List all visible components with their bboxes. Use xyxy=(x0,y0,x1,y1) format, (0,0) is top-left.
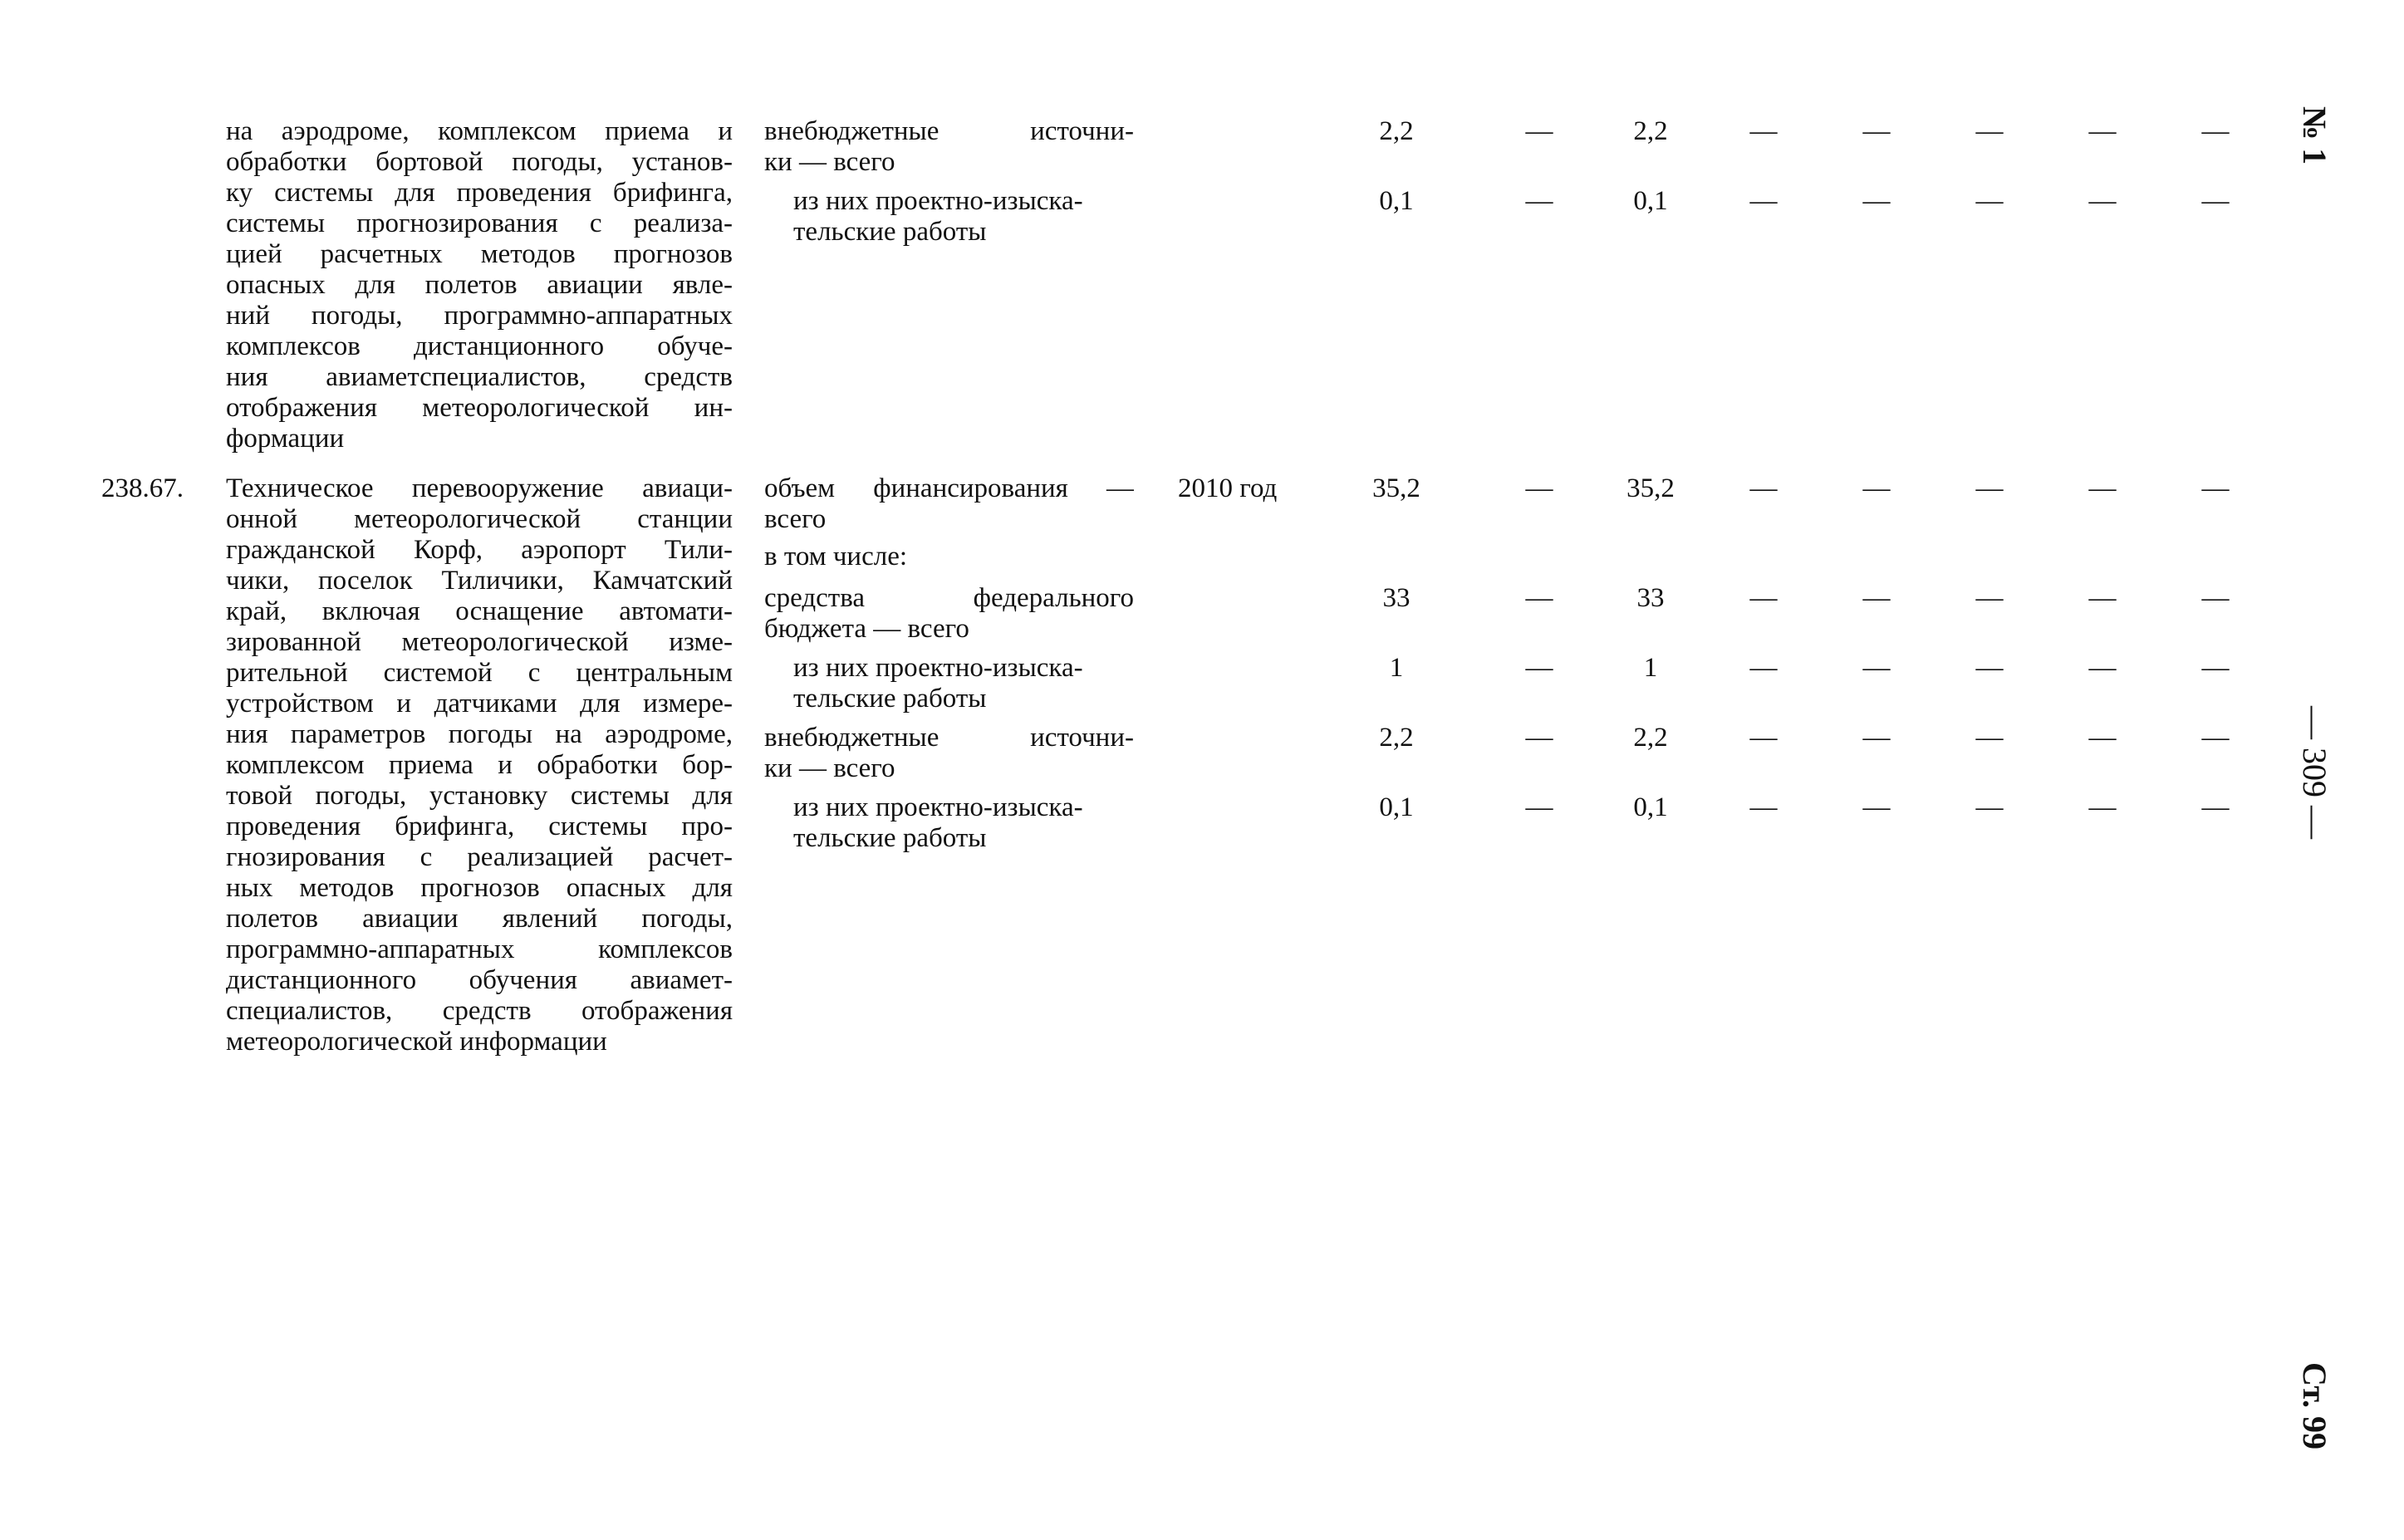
value-cell: — xyxy=(1975,186,2004,216)
description-line: опасных для полетов авиации явле- xyxy=(226,270,733,300)
source-line: тельские работы xyxy=(793,823,987,853)
source-label xyxy=(764,583,1134,645)
value-cell: — xyxy=(1525,583,1553,613)
description-line: цией расчетных методов прогнозов xyxy=(226,239,733,269)
row-1-description xyxy=(226,116,733,454)
value-cell: 2,2 xyxy=(1379,116,1414,146)
value-cell: — xyxy=(1525,653,1553,683)
value-cell: — xyxy=(2088,723,2117,753)
source-label xyxy=(793,186,1134,248)
row-number: 238.67. xyxy=(101,473,184,503)
source-line: внебюджетные источни- xyxy=(764,116,1134,146)
source-label xyxy=(764,473,1134,535)
value-cell: — xyxy=(1749,186,1778,216)
value-cell: 0,1 xyxy=(1379,186,1414,216)
value-cell: — xyxy=(1975,116,2004,146)
description-line: дистанционного обучения авиамет- xyxy=(226,965,733,995)
description-line: чики, поселок Тиличики, Камчатский xyxy=(226,566,733,596)
description-line: ния авиаметспециалистов, средств xyxy=(226,362,733,392)
description-line: рительной системой с центральным xyxy=(226,658,733,688)
description-line: комплексом приема и обработки бор- xyxy=(226,750,733,780)
source-line: бюджета — всего xyxy=(764,614,969,644)
description-line: комплексов дистанционного обуче- xyxy=(226,331,733,361)
description-line: метеорологической информации xyxy=(226,1027,607,1057)
value-cell: 1 xyxy=(1643,653,1658,683)
value-cell: — xyxy=(1975,583,2004,613)
source-label: в том числе: xyxy=(764,542,908,571)
value-cell: — xyxy=(1862,792,1891,822)
source-line: из них проектно-изыска- xyxy=(793,792,1083,822)
value-cell: 1 xyxy=(1389,653,1404,683)
source-line: ки — всего xyxy=(764,147,895,177)
description-line: ных методов прогнозов опасных для xyxy=(226,873,733,903)
value-cell: 33 xyxy=(1382,583,1411,613)
value-cell: — xyxy=(2201,186,2230,216)
source-label xyxy=(764,723,1134,784)
description-line: обработки бортовой погоды, установ- xyxy=(226,147,733,177)
value-cell: — xyxy=(1525,473,1553,503)
description-line: устройством и датчиками для измере- xyxy=(226,689,733,719)
value-cell: 0,1 xyxy=(1379,792,1414,822)
value-cell: — xyxy=(1862,583,1891,613)
value-cell: — xyxy=(1862,653,1891,683)
value-cell: — xyxy=(1525,792,1553,822)
source-line: тельские работы xyxy=(793,684,987,714)
source-label xyxy=(793,653,1134,714)
value-cell: — xyxy=(2088,186,2117,216)
description-line: ку системы для проведения брифинга, xyxy=(226,178,733,208)
description-line: онной метеорологической станции xyxy=(226,504,733,534)
description-line: ния параметров погоды на аэродроме, xyxy=(226,719,733,749)
description-line: зированной метеорологической изме- xyxy=(226,627,733,657)
year-cell: 2010 год xyxy=(1178,473,1278,503)
value-cell: — xyxy=(1525,186,1553,216)
description-line: формации xyxy=(226,424,345,454)
value-cell: — xyxy=(1975,792,2004,822)
description-line: проведения брифинга, системы про- xyxy=(226,812,733,841)
value-cell: — xyxy=(2201,116,2230,146)
value-cell: — xyxy=(2201,583,2230,613)
value-cell: — xyxy=(1525,723,1553,753)
source-label xyxy=(793,792,1134,854)
description-line: гнозирования с реализацией расчет- xyxy=(226,842,733,872)
value-cell: — xyxy=(1975,723,2004,753)
source-line: ки — всего xyxy=(764,753,895,783)
description-line: полетов авиации явлений погоды, xyxy=(226,904,733,934)
value-cell: — xyxy=(2088,653,2117,683)
value-cell: 2,2 xyxy=(1633,116,1668,146)
value-cell: — xyxy=(2201,473,2230,503)
value-cell: — xyxy=(2201,792,2230,822)
value-cell: 0,1 xyxy=(1633,186,1668,216)
value-cell: — xyxy=(1749,116,1778,146)
value-cell: 2,2 xyxy=(1379,723,1414,753)
value-cell: — xyxy=(2088,583,2117,613)
description-line: гражданской Корф, аэропорт Тили- xyxy=(226,535,733,565)
value-cell: — xyxy=(2201,653,2230,683)
value-cell: — xyxy=(1525,116,1553,146)
source-line: тельские работы xyxy=(793,217,987,247)
value-cell: 2,2 xyxy=(1633,723,1668,753)
value-cell: 0,1 xyxy=(1633,792,1668,822)
description-line: отображения метеорологической ин- xyxy=(226,393,733,423)
value-cell: — xyxy=(1749,723,1778,753)
source-label xyxy=(764,116,1134,178)
description-line: специалистов, средств отображения xyxy=(226,996,733,1026)
value-cell: — xyxy=(1862,723,1891,753)
value-cell: — xyxy=(2088,473,2117,503)
value-cell: — xyxy=(1749,792,1778,822)
value-cell: — xyxy=(1862,473,1891,503)
value-cell: — xyxy=(2201,723,2230,753)
source-line: всего xyxy=(764,504,827,534)
issue-number: № 1 xyxy=(2296,106,2333,165)
source-line: объем финансирования — xyxy=(764,473,1134,503)
description-line: Техническое перевооружение авиаци- xyxy=(226,473,733,503)
value-cell: 33 xyxy=(1636,583,1665,613)
description-line: программно-аппаратных комплексов xyxy=(226,934,733,964)
article-number: Ст. 99 xyxy=(2296,1362,2333,1449)
value-cell: — xyxy=(1749,473,1778,503)
value-cell: 35,2 xyxy=(1372,473,1420,503)
value-cell: — xyxy=(1862,186,1891,216)
description-line: товой погоды, установку системы для xyxy=(226,781,733,811)
source-line: средства федерального xyxy=(764,583,1134,613)
value-cell: — xyxy=(1975,473,2004,503)
description-line: системы прогнозирования с реализа- xyxy=(226,208,733,238)
value-cell: — xyxy=(2088,116,2117,146)
value-cell: — xyxy=(1975,653,2004,683)
description-line: на аэродроме, комплексом приема и xyxy=(226,116,733,146)
page-number: — 309 — xyxy=(2296,706,2333,839)
row-2-description xyxy=(226,473,733,1057)
source-line: внебюджетные источни- xyxy=(764,723,1134,753)
source-line: из них проектно-изыска- xyxy=(793,186,1083,216)
value-cell: — xyxy=(2088,792,2117,822)
description-line: край, включая оснащение автомати- xyxy=(226,596,733,626)
source-line: из них проектно-изыска- xyxy=(793,653,1083,683)
value-cell: — xyxy=(1749,653,1778,683)
value-cell: — xyxy=(1862,116,1891,146)
value-cell: — xyxy=(1749,583,1778,613)
value-cell: 35,2 xyxy=(1626,473,1675,503)
description-line: ний погоды, программно-аппаратных xyxy=(226,301,733,331)
